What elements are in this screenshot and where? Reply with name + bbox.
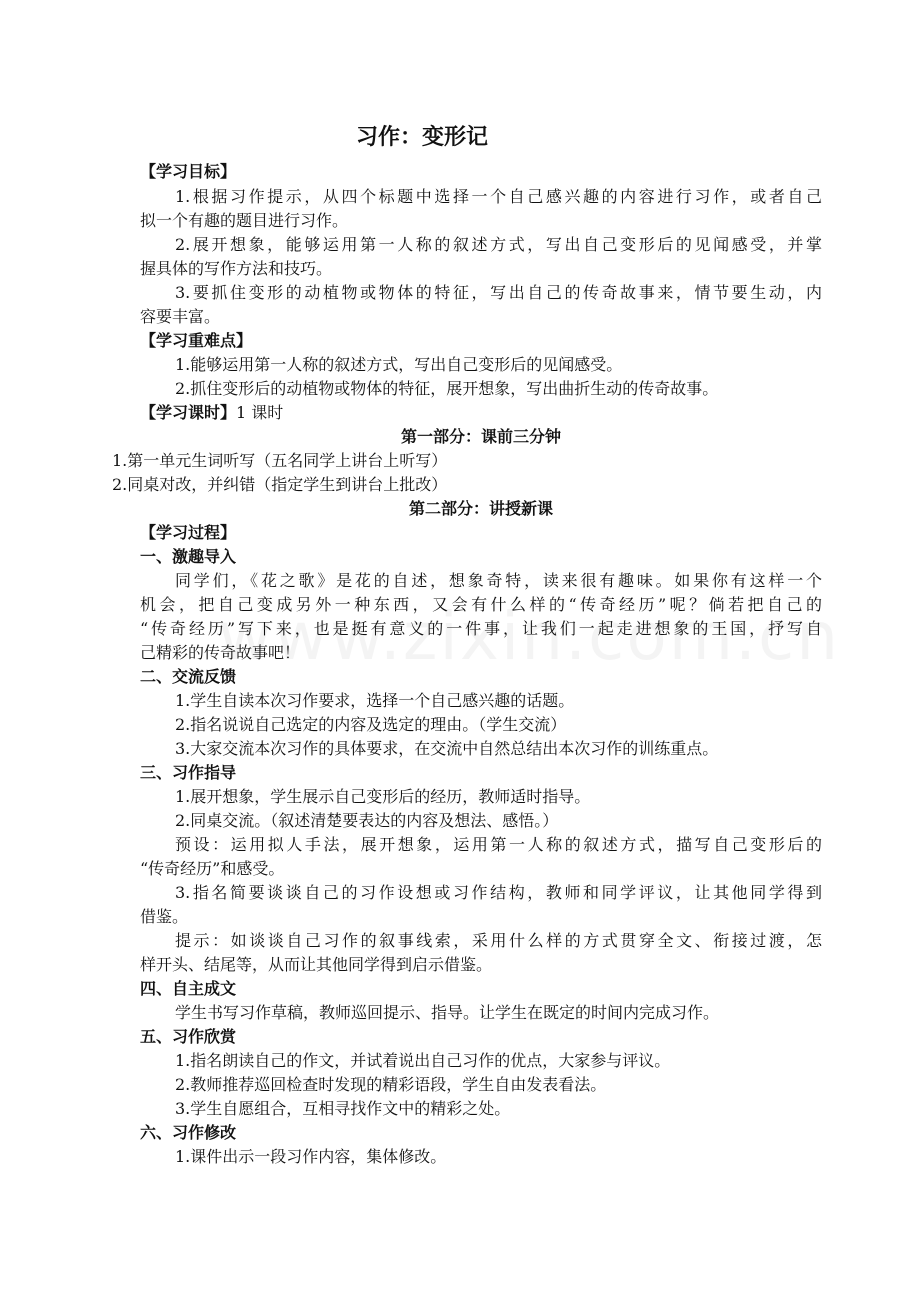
section-5-item-2: 2.教师推荐巡回检查时发现的精彩语段，学生自由发表看法。: [175, 1075, 607, 1094]
part1-heading: 第一部分：课前三分钟: [400, 427, 561, 446]
section-5-heading: 五、习作欣赏: [140, 1027, 237, 1046]
part1-item-1: 1.第一单元生词听写（五名同学上讲台上听写）: [112, 451, 448, 470]
objective-1-line-2: 拟一个有趣的题目进行习作。: [140, 211, 349, 230]
section-3-preset-line-2: “传奇经历”和感受。: [140, 859, 285, 878]
section-3-item-2: 2.同桌交流。（叙述清楚要表达的内容及想法、感悟。）: [175, 811, 559, 830]
period-value: 1 课时: [236, 403, 284, 422]
objective-3-line-1: 3.要抓住变形的动植物或物体的特征，写出自己的传奇故事来，情节要生动，内: [175, 283, 822, 302]
section-2-heading: 二、交流反馈: [140, 667, 237, 686]
section-1-para-line-3: “传奇经历”写下来，也是挺有意义的一件事，让我们一起走进想象的王国，抒写自: [140, 619, 822, 638]
section-6-item-1: 1.课件出示一段习作内容，集体修改。: [175, 1147, 447, 1166]
objective-1-line-1: 1.根据习作提示，从四个标题中选择一个自己感兴趣的内容进行习作，或者自己: [175, 187, 822, 206]
section-5-item-3: 3.学生自愿组合，互相寻找作文中的精彩之处。: [175, 1099, 511, 1118]
keypoint-2: 2.抓住变形后的动植物或物体的特征，展开想象，写出曲折生动的传奇故事。: [175, 379, 719, 398]
part2-heading: 第二部分：讲授新课: [408, 499, 553, 518]
section-5-item-1: 1.指名朗读自己的作文，并试着说出自己习作的优点，大家参与评议。: [175, 1051, 671, 1070]
section-1-para-line-2: 机会，把自己变成另外一种东西，又会有什么样的“传奇经历”呢？倘若把自己的: [140, 595, 822, 614]
section-3-item-3-line-2: 借鉴。: [140, 907, 189, 926]
keypoints-heading: 【学习重难点】: [140, 331, 253, 350]
part1-item-2: 2.同桌对改，并纠错（指定学生到讲台上批改）: [112, 475, 448, 494]
section-3-tip-line-1: 提示：如谈谈自己习作的叙事线索，采用什么样的方式贯穿全文、衔接过渡，怎: [175, 931, 822, 950]
period-line: [140, 401, 822, 425]
period-label: 【学习课时】: [140, 403, 237, 422]
section-2-item-3: 3.大家交流本次习作的具体要求，在交流中自然总结出本次习作的训练重点。: [175, 739, 719, 758]
section-4-para: 学生书写习作草稿，教师巡回提示、指导。让学生在既定的时间内完成习作。: [175, 1003, 720, 1022]
section-3-heading: 三、习作指导: [140, 763, 237, 782]
keypoint-1: 1.能够运用第一人称的叙述方式，写出自己变形后的见闻感受。: [175, 355, 623, 374]
section-1-para-line-4: 己精彩的传奇故事吧！: [140, 643, 301, 662]
process-heading: 【学习过程】: [140, 523, 237, 542]
section-3-item-1: 1.展开想象，学生展示自己变形后的经历，教师适时指导。: [175, 787, 591, 806]
section-2-item-2: 2.指名说说自己选定的内容及选定的理由。（学生交流）: [175, 715, 567, 734]
objective-2-line-2: 握具体的写作方法和技巧。: [140, 259, 333, 278]
section-4-heading: 四、自主成文: [140, 979, 237, 998]
section-6-heading: 六、习作修改: [140, 1123, 237, 1142]
objectives-heading: 【学习目标】: [140, 162, 237, 181]
section-3-item-3-line-1: 3.指名简要谈谈自己的习作设想或习作结构，教师和同学评议，让其他同学得到: [175, 883, 822, 902]
objective-2-line-1: 2.展开想象，能够运用第一人称的叙述方式，写出自己变形后的见闻感受，并掌: [175, 235, 822, 254]
objective-3-line-2: 容要丰富。: [140, 307, 221, 326]
section-1-para-line-1: 同学们，《花之歌》是花的自述，想象奇特，读来很有趣味。如果你有这样一个: [175, 571, 822, 590]
section-1-heading: 一、激趣导入: [140, 547, 237, 566]
section-3-tip-line-2: 样开头、结尾等，从而让其他同学得到启示借鉴。: [140, 955, 493, 974]
section-2-item-1: 1.学生自读本次习作要求，选择一个自己感兴趣的话题。: [175, 691, 575, 710]
page-title: 习作：变形记: [356, 125, 489, 150]
section-3-preset-line-1: 预设：运用拟人手法，展开想象，运用第一人称的叙述方式，描写自己变形后的: [175, 835, 822, 854]
